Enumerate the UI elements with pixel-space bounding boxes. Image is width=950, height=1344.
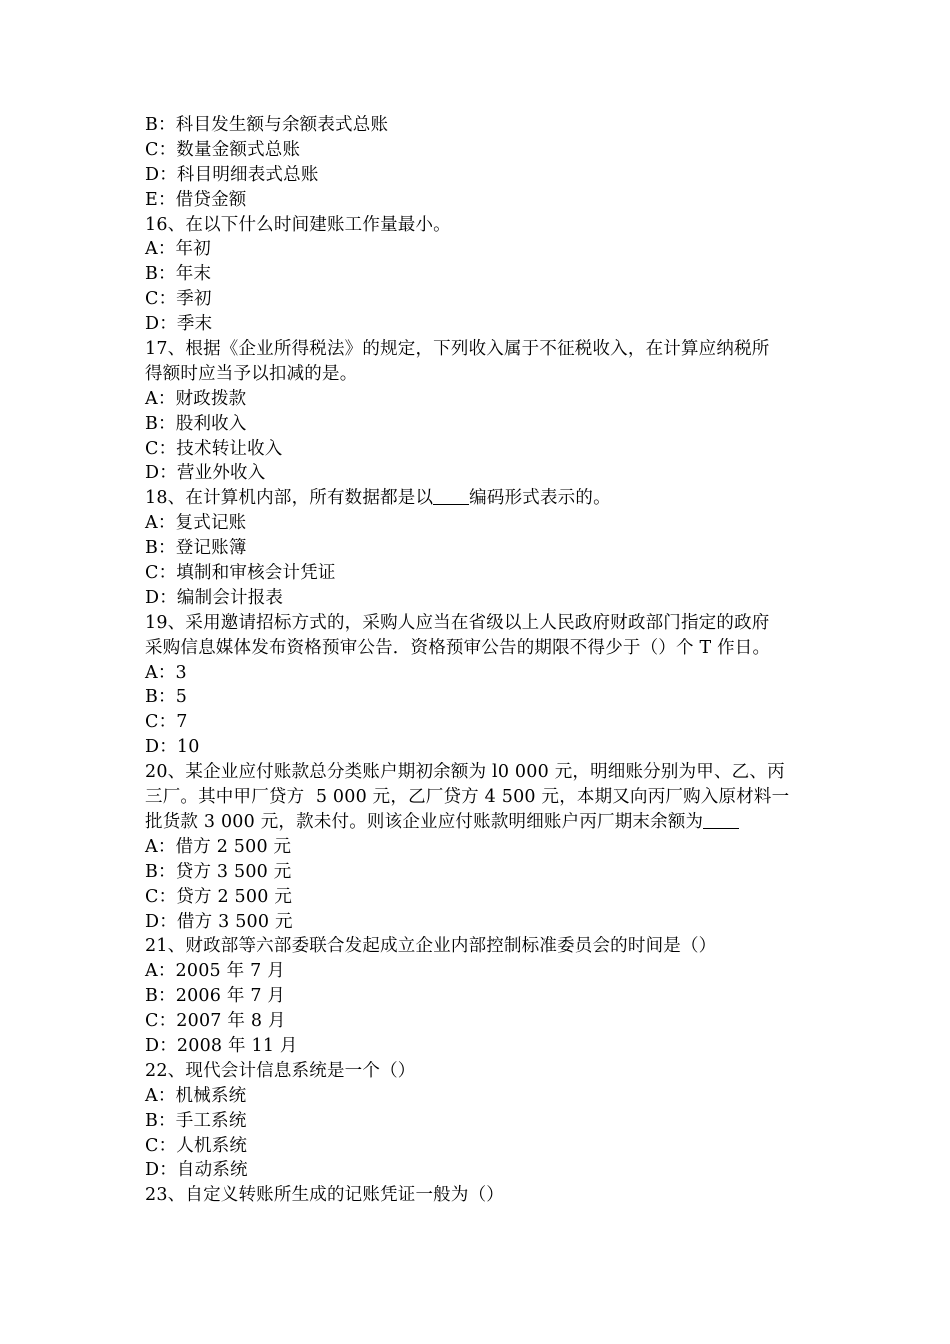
- option-line: B：登记账簿: [145, 538, 247, 559]
- option-line: A：机械系统: [145, 1085, 247, 1106]
- option-line: C：季初: [145, 289, 212, 310]
- option-line: A：年初: [145, 239, 211, 260]
- question-19-cont: 采购信息媒体发布资格预审公告．资格预审公告的期限不得少于（）个 T 作日。: [145, 637, 771, 658]
- option-line: B：科目发生额与余额表式总账: [145, 115, 389, 135]
- option-line: B：贷方 3 500 元: [145, 861, 292, 882]
- option-line: B：股利收入: [145, 413, 247, 434]
- question-21: 21、财政部等六部委联合发起成立企业内部控制标准委员会的时间是（）: [145, 936, 717, 957]
- question-19: 19、采用邀请招标方式的，采购人应当在省级以上人民政府财政部门指定的政府: [145, 612, 770, 633]
- question-16: 16、在以下什么时间建账工作量最小。: [145, 214, 451, 235]
- option-line: D：季末: [145, 314, 213, 335]
- option-line: A：借方 2 500 元: [145, 836, 292, 857]
- option-line: C：填制和审核会计凭证: [145, 563, 336, 584]
- option-line: D：编制会计报表: [145, 587, 284, 608]
- option-line: B：年末: [145, 264, 212, 285]
- option-line: E：借贷金额: [145, 189, 247, 210]
- question-18-text: 18、在计算机内部，所有数据都是以: [145, 488, 434, 509]
- option-line: D：2008 年 11 月: [145, 1035, 298, 1056]
- option-line: C：数量金额式总账: [145, 139, 301, 160]
- option-line: C：人机系统: [145, 1135, 248, 1156]
- question-17-cont: 得额时应当予以扣减的是。: [145, 363, 358, 384]
- question-18: [145, 486, 815, 511]
- question-20: 20、某企业应付账款总分类账户期初余额为 l0 000 元，明细账分别为甲、乙、丙: [145, 762, 785, 783]
- question-20-cont: [145, 810, 815, 835]
- option-line: A：财政拨款: [145, 388, 247, 409]
- answer-blank: [703, 810, 739, 829]
- option-line: B：手工系统: [145, 1110, 247, 1131]
- option-line: B：5: [145, 687, 188, 708]
- option-line: D：营业外收入: [145, 463, 266, 484]
- question-17: 17、根据《企业所得税法》的规定，下列收入属于不征税收入，在计算应纳税所: [145, 339, 770, 360]
- question-22: 22、现代会计信息系统是一个（）: [145, 1060, 416, 1081]
- option-line: D：10: [145, 737, 200, 758]
- option-line: D：自动系统: [145, 1160, 248, 1181]
- option-line: C：2007 年 8 月: [145, 1011, 286, 1032]
- answer-blank: [433, 486, 469, 505]
- question-23: 23、自定义转账所生成的记账凭证一般为（）: [145, 1185, 504, 1206]
- option-line: C：贷方 2 500 元: [145, 886, 293, 907]
- question-18-tail: 编码形式表示的。: [469, 488, 611, 509]
- question-20-cont: 三厂。其中甲厂贷方 5 000 元，乙厂贷方 4 500 元，本期又向丙厂购入原材料一: [145, 787, 790, 808]
- option-line: D：借方 3 500 元: [145, 911, 293, 932]
- question-20-text: 批货款 3 000 元，款未付。则该企业应付账款明细账户丙厂期末余额为: [145, 811, 704, 832]
- option-line: D：科目明细表式总账: [145, 164, 319, 185]
- option-line: B：2006 年 7 月: [145, 986, 286, 1007]
- option-line: C：技术转让收入: [145, 438, 283, 459]
- document-page: [145, 113, 815, 1208]
- option-line: A：复式记账: [145, 513, 247, 534]
- option-line: C：7: [145, 712, 188, 733]
- option-line: A：3: [145, 662, 187, 683]
- option-line: A：2005 年 7 月: [145, 961, 285, 982]
